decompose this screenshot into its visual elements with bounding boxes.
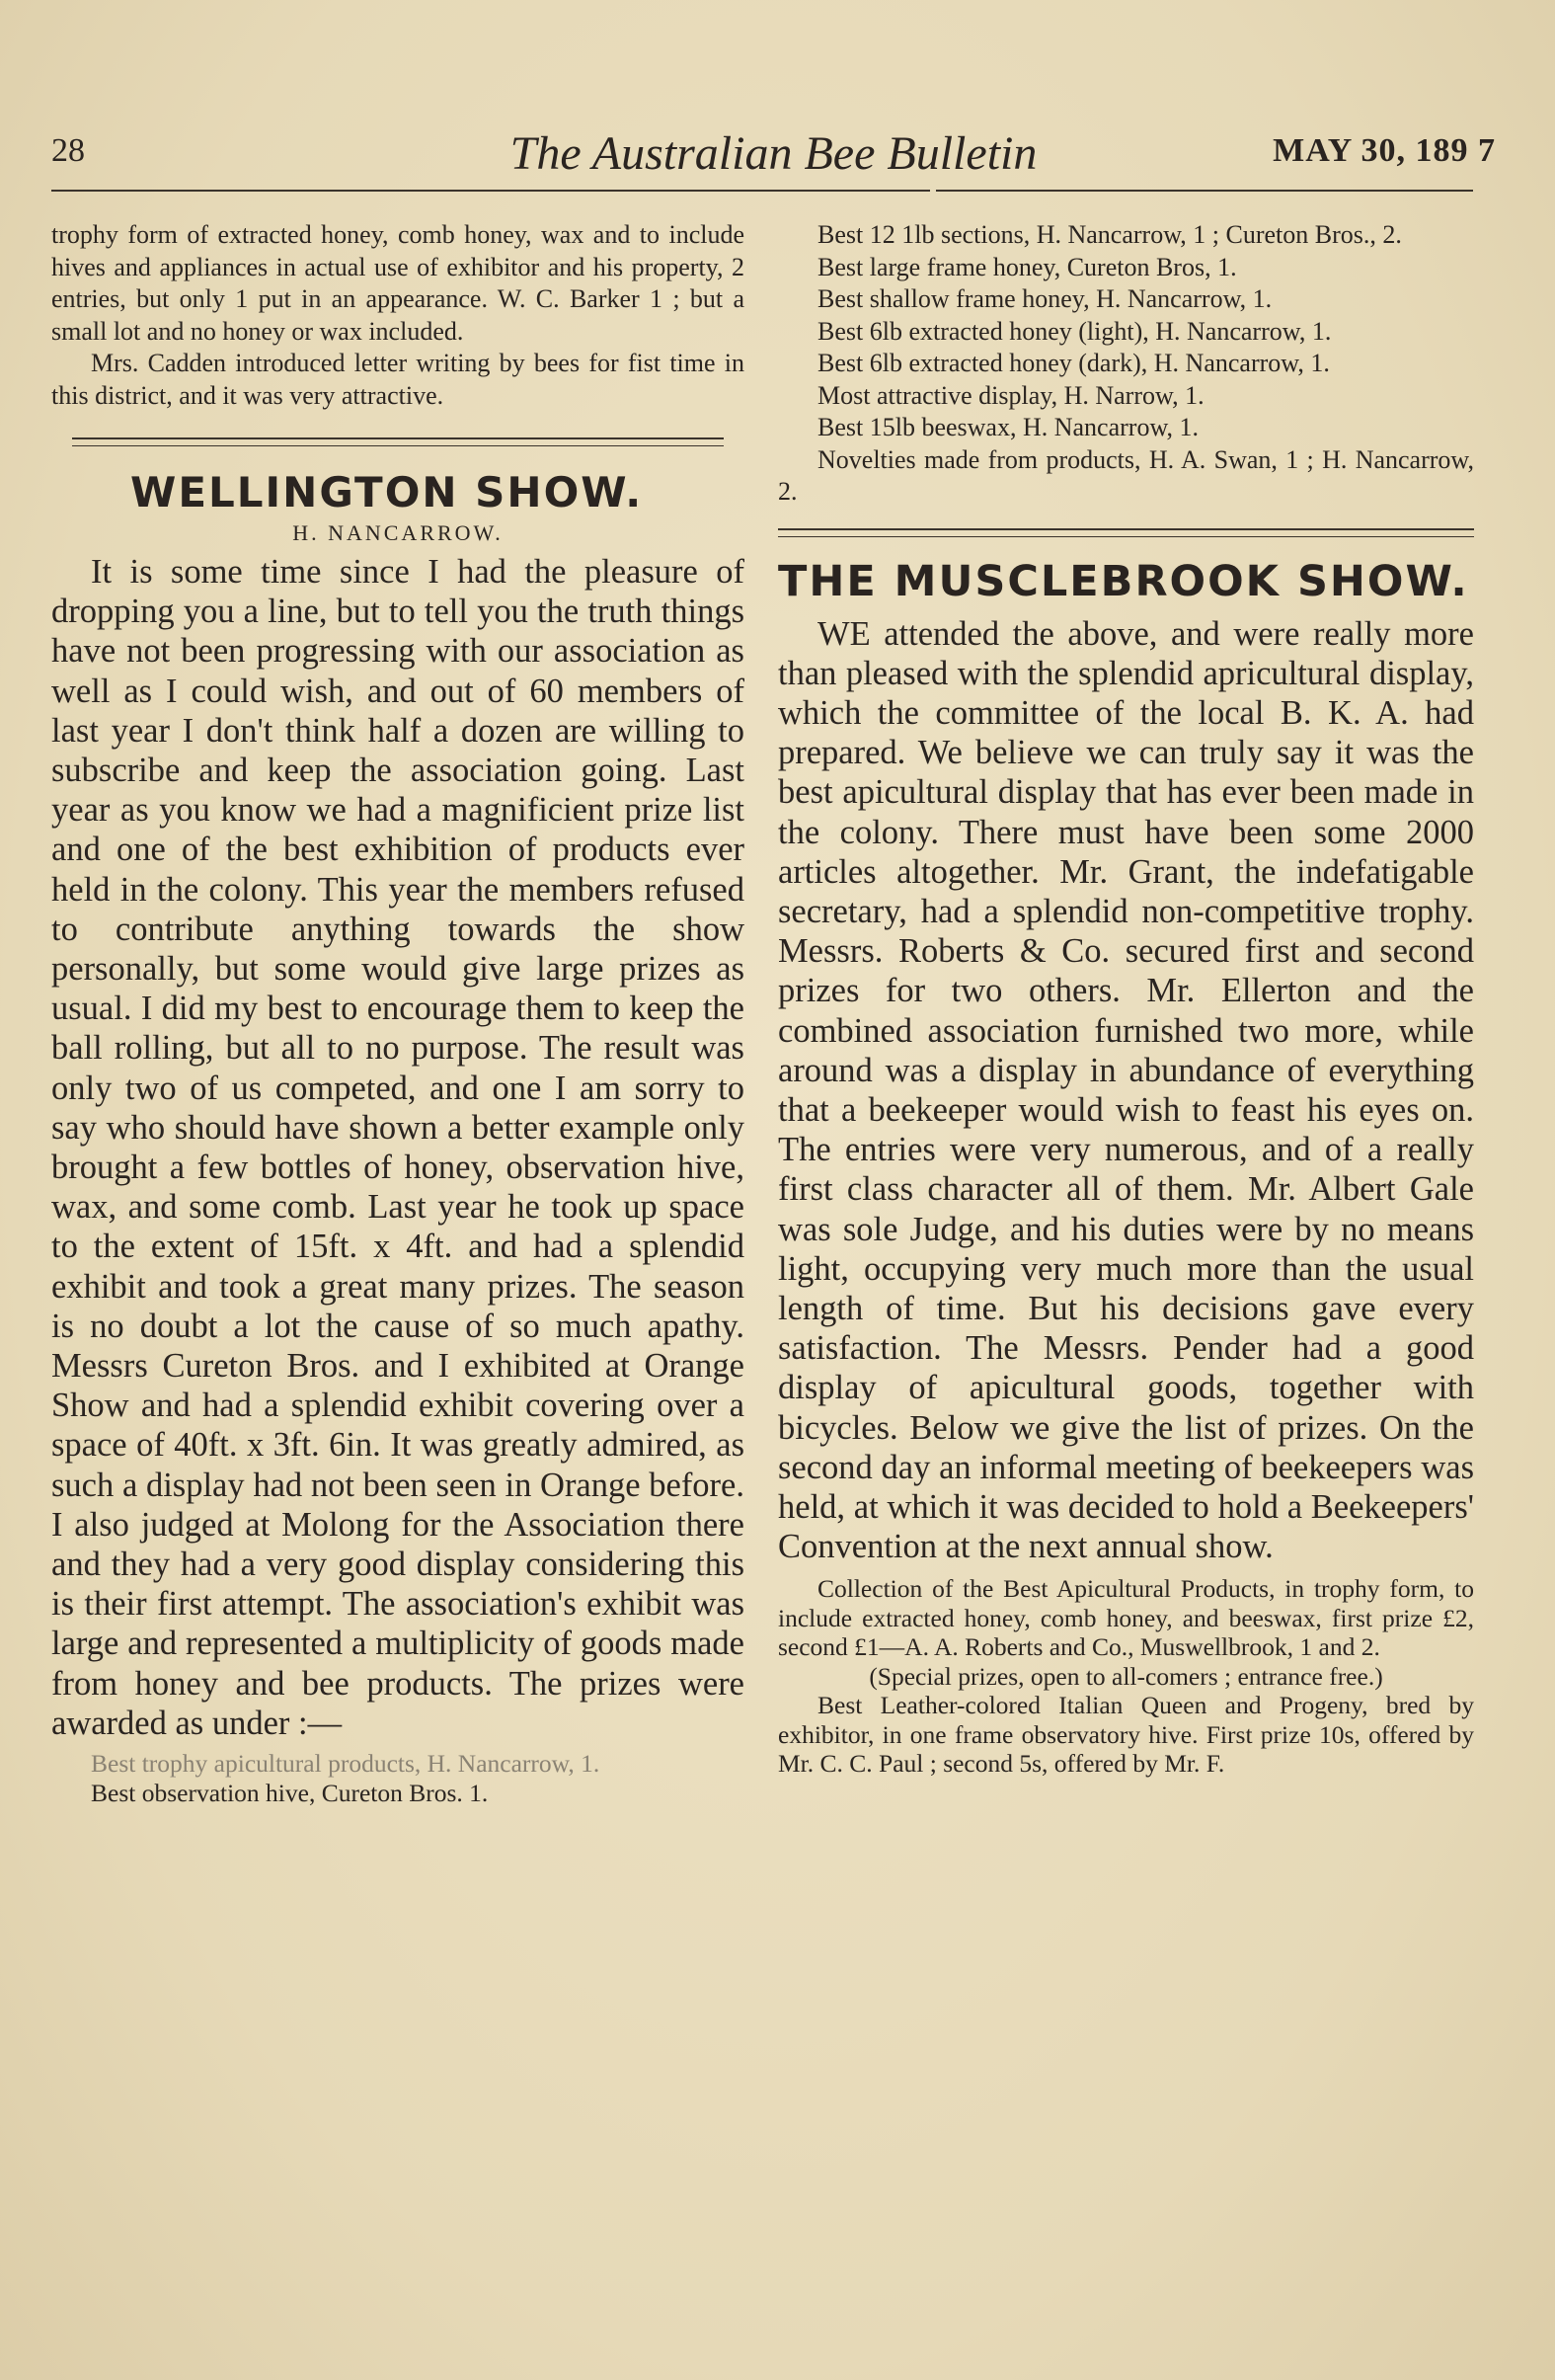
page-header [51,126,1496,186]
section-divider [72,437,724,446]
award-line: Best 6lb extracted honey (dark), H. Nancarrow, 1. [817,349,1330,377]
intro-paragraph-1: trophy form of extracted honey, comb honey, wax and to include hives and appliances in actual use of exhibitor and his property, 2 entries, but only 1 put in an appearance. W. C. Barker 1 ; but a small lot and no honey or wax included. [51,220,744,346]
award-line: Best 6lb extracted honey (light), H. Nancarrow, 1. [817,316,1332,346]
article-body-musclebrook: WE attended the above, and were really more than pleased with the splendid apricultural display, which the committee of the local B. K. A. had prepared. We believe we can truly say it was the best apicultural display that has ever been made in the colony. There must have been some 2000 articles altogether. Mr. Grant, the indefatigable secretary, had a splendid non-competitive trophy. Messrs. Roberts & Co. secured first and second prizes for two others. Mr. Ellerton and the combined association furnished two more, while around was a display in abundance of everything that a beekeeper would wish to feast his eyes on. The entries were very numerous, and of a really first class character all of them. Mr. Albert Gale was sole Judge, and his duties were by no means light, occupying very much more than the usual length of time. But his decisions gave every satisfaction. The Messrs. Pender had a good display of apicultural goods, together with bicycles. Below we give the list of prizes. On the second day an informal meeting of beekeepers was held, at which it was decided to hold a Beekeepers' Convention at the next annual show. [778,614,1474,1566]
award-line: Best trophy apicultural products, H. Nancarrow, 1. [91,1749,600,1779]
prize-note: (Special prizes, open to all-comers ; entrance free.) [869,1661,1383,1691]
prize-entry: Collection of the Best Apicultural Products, in trophy form, to include extracted honey, comb honey, and beeswax, first prize £2, second £1—A. A. Roberts and Co., Muswellbrook, 1 and 2. [778,1574,1474,1662]
left-column [51,219,744,1807]
intro-paragraph-2: Mrs. Cadden introduced letter writing by bees for fist time in this district, and it was very attractive. [51,349,744,410]
page-number: 28 [51,132,85,169]
issue-date: MAY 30, 189 7 [1273,132,1496,169]
award-line: Best 15lb beeswax, H. Nancarrow, 1. [817,413,1200,441]
header-rule-left [51,190,930,192]
publication-title: The Australian Bee Bulletin [509,127,1038,180]
section-title-musclebrook: THE MUSCLEBROOK SHOW. [778,556,1469,606]
award-line: Best large frame honey, Cureton Bros, 1. [817,252,1237,281]
article-body-wellington: It is some time since I had the pleasure of dropping you a line, but to tell you the truth things have not been progressing with our association as well as I could wish, and out of 60 members of last year I don't think half a dozen are willing to subscribe and keep the association going. Last year as you know we had a magnificient prize list and one of the best exhibition of products ever held in the colony. This year the members refused to contribute anything towards the show personally, but some would give large prizes as usual. I did my best to encourage them to keep the ball rolling, but all to no purpose. The result was only two of us competed, and one I am sorry to say who should have shown a better example only brought a few bottles of honey, observation hive, wax, and some comb. Last year he took up space to the extent of 15ft. x 4ft. and had a splendid exhibit and took a great many prizes. The season is no doubt a lot the cause of so much apathy. Messrs Cureton Bros. and I exhibited at Orange Show and had a splendid exhibit covering over a space of 40ft. x 3ft. 6in. It was greatly admired, as such a display had not been seen in Orange before. I also judged at Molong for the Association there and they had a very good display considering this is their first attempt. The association's exhibit was large and represented a multiplicity of goods made from honey and bee products. The prizes were awarded as under :— [51,553,744,1742]
right-column [778,219,1474,1779]
header-rule-right [936,190,1473,192]
section-title-wellington: WELLINGTON SHOW. [130,468,644,516]
award-line: Best shallow frame honey, H. Nancarrow, 1. [817,284,1273,313]
award-line: Best 12 1lb sections, H. Nancarrow, 1 ; Cureton Bros., 2. [817,220,1402,249]
award-line: Novelties made from products, H. A. Swan, 1 ; H. Nancarrow, 2. [778,444,1474,506]
section-divider [778,528,1474,537]
award-line: Best observation hive, Cureton Bros. 1. [91,1778,489,1807]
prize-entry: Best Leather-colored Italian Queen and Progeny, bred by exhibitor, in one frame observatory hive. First prize 10s, offered by Mr. C. C. Paul ; second 5s, offered by Mr. F. [778,1691,1474,1779]
article-byline: H. NANCARROW. [292,520,504,545]
award-line: Most attractive display, H. Narrow, 1. [817,380,1205,410]
